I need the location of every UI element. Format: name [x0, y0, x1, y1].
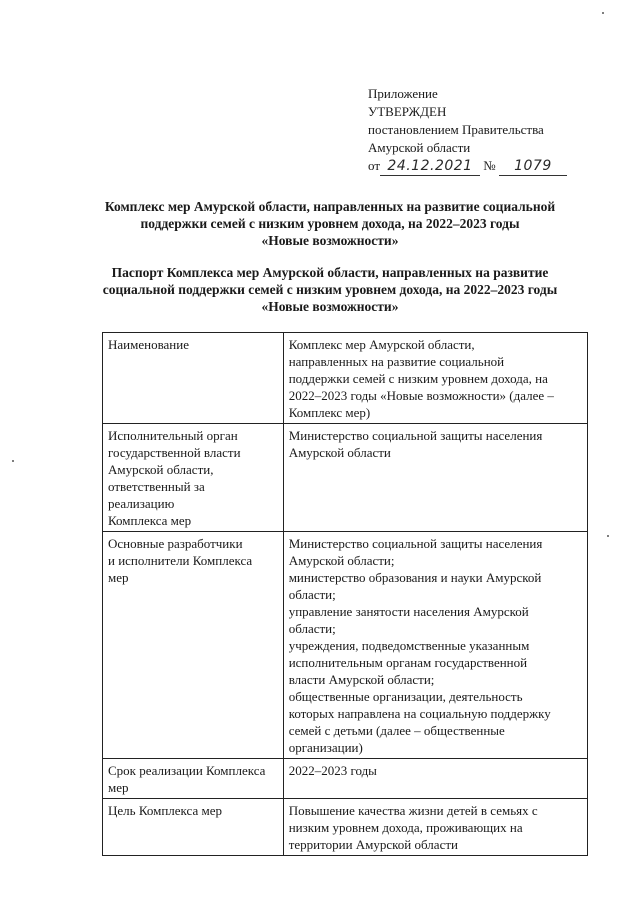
row-value-line: Комплекс мер): [288, 405, 371, 420]
row-value-line: управление занятости населения Амурской: [288, 604, 529, 619]
row-label-line: Основные разработчики: [108, 536, 243, 551]
scan-speck: [12, 460, 14, 462]
scan-speck: [607, 535, 609, 537]
row-label-line: и исполнители Комплекса: [108, 553, 253, 568]
passport-title-line: Паспорт Комплекса мер Амурской области, направленных на развитие: [111, 265, 549, 280]
number-sign: №: [483, 158, 496, 173]
row-label-cell: [103, 424, 284, 532]
row-value-line: Министерство социальной защиты населения: [288, 428, 543, 443]
row-value-line: семей с детьми (далее – общественные: [288, 723, 505, 738]
handwritten-number: 1079: [499, 157, 567, 176]
approval-decree: постановлением Правительства: [368, 122, 544, 137]
row-value-cell: [283, 799, 587, 856]
table-row: [103, 532, 588, 759]
table-row: [103, 759, 588, 799]
row-value-line: которых направлена на социальную поддержку: [288, 706, 551, 721]
row-value-cell: [283, 759, 587, 799]
row-label-cell: [103, 532, 284, 759]
row-value-line: низким уровнем дохода, проживающих на: [288, 820, 523, 835]
row-value-line: 2022–2023 годы: [288, 763, 377, 778]
row-value-line: Комплекс мер Амурской области,: [288, 337, 475, 352]
row-label-cell: [103, 333, 284, 424]
row-label-line: мер: [108, 570, 129, 585]
row-label-line: ответственный за: [108, 479, 205, 494]
table-row: [103, 333, 588, 424]
row-label-line: Исполнительный орган: [108, 428, 238, 443]
row-value-line: поддержки семей с низким уровнем дохода, на: [288, 371, 548, 386]
row-label-cell: [103, 799, 284, 856]
passport-title-line: «Новые возможности»: [261, 299, 399, 314]
title-line: Комплекс мер Амурской области, направленных на развитие социальной: [104, 199, 556, 214]
document-title: [100, 198, 560, 249]
row-value-cell: [283, 532, 587, 759]
passport-title: [100, 264, 560, 315]
approval-appendix: Приложение: [368, 86, 438, 101]
row-value-line: Министерство социальной защиты населения: [288, 536, 543, 551]
row-value-cell: [283, 333, 587, 424]
table-row: [103, 799, 588, 856]
row-value-line: министерство образования и науки Амурской: [288, 570, 542, 585]
passport-table: [102, 332, 588, 856]
date-prefix: от: [368, 158, 381, 173]
row-label-line: реализацию: [108, 496, 175, 511]
row-label-line: Амурской области,: [108, 462, 214, 477]
scan-speck: [602, 12, 604, 14]
row-label-cell: [103, 759, 284, 799]
row-value-line: Амурской области;: [288, 553, 395, 568]
row-value-line: 2022–2023 годы «Новые возможности» (далее –: [288, 388, 554, 403]
handwritten-date: 24.12.2021: [380, 157, 480, 176]
row-value-line: учреждения, подведомственные указанным: [288, 638, 530, 653]
table-row: [103, 424, 588, 532]
row-value-cell: [283, 424, 587, 532]
title-line: «Новые возможности»: [261, 233, 399, 248]
row-value-line: общественные организации, деятельность: [288, 689, 523, 704]
row-label-line: Комплекса мер: [108, 513, 192, 528]
approval-region: Амурской области: [368, 140, 471, 155]
row-value-line: организации): [288, 740, 363, 755]
row-value-line: территории Амурской области: [288, 837, 458, 852]
row-value-line: власти Амурской области;: [288, 672, 435, 687]
row-label-line: Цель Комплекса мер: [108, 803, 222, 818]
row-label-line: государственной власти: [108, 445, 241, 460]
row-label-line: мер: [108, 780, 129, 795]
approval-date-row: [368, 157, 567, 176]
row-value-line: области;: [288, 621, 336, 636]
approval-block: [368, 85, 567, 176]
row-value-line: исполнительным органам государственной: [288, 655, 528, 670]
row-value-line: Амурской области: [288, 445, 391, 460]
row-value-line: области;: [288, 587, 336, 602]
title-line: поддержки семей с низким уровнем дохода, на 2022–2023 годы: [140, 216, 520, 231]
row-label-line: Наименование: [108, 337, 189, 352]
row-value-line: направленных на развитие социальной: [288, 354, 505, 369]
row-label-line: Срок реализации Комплекса: [108, 763, 266, 778]
approval-approved: УТВЕРЖДЕН: [368, 104, 447, 119]
row-value-line: Повышение качества жизни детей в семьях с: [288, 803, 538, 818]
passport-title-line: социальной поддержки семей с низким уровнем дохода, на 2022–2023 годы: [102, 282, 558, 297]
